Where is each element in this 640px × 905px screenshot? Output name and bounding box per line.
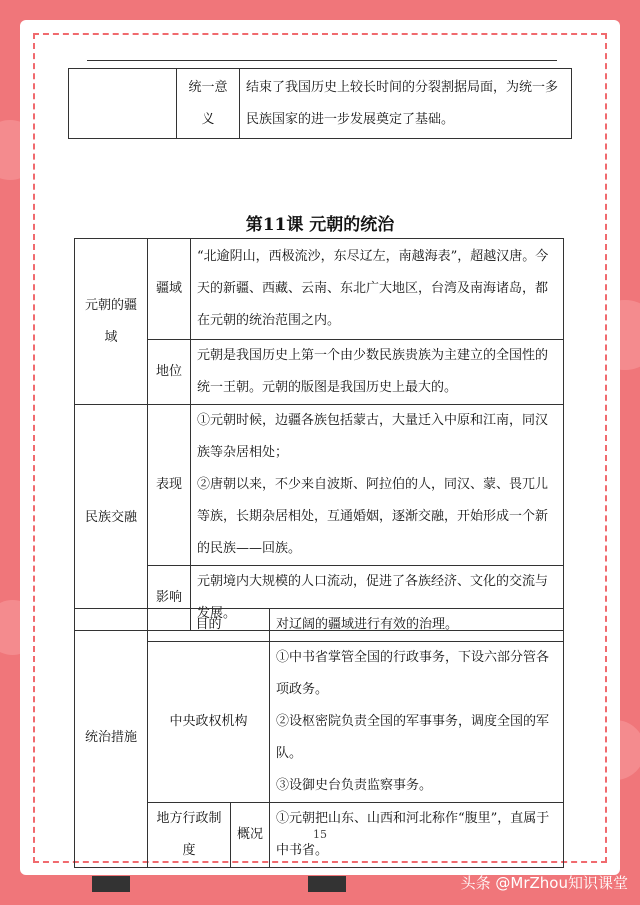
status-row-label: 地位 (148, 340, 191, 405)
status-row-text: 元朝是我国历史上第一个由少数民族贵族为主建立的全国性的统一王朝。元朝的版图是我国历史上最大的。 (191, 340, 564, 405)
local-text: ①元朝把山东、山西和河北称作“腹里”，直属于中书省。 (270, 803, 564, 868)
central-item: ②设枢密院负责全国的军事事务，调度全国的军队。 (276, 714, 550, 761)
unity-text: 结束了我国历史上较长时间的分裂割据局面，为统一多民族国家的进一步发展奠定了基础。 (240, 69, 572, 139)
territory-row-label: 疆域 (148, 239, 191, 340)
binder-tab (92, 876, 130, 892)
manifestation-text-2: ②唐朝以来，不少来自波斯、阿拉伯的人，同汉、蒙、畏兀儿等族，长期杂居相处，互通婚姻，逐渐交融，开始形成一个新的民族——回族。 (197, 477, 549, 556)
territory-label: 元朝的疆域 (75, 239, 148, 405)
central-item: ③设御史台负责监察事务。 (276, 778, 433, 793)
governance-label: 统治措施 (75, 609, 148, 868)
top-table (68, 68, 572, 139)
lesson-title: 第11课 元朝的统治 (245, 215, 395, 235)
territory-row-text: “北逾阴山，西极流沙，东尽辽左，南越海表”，超越汉唐。今天的新疆、西藏、云南、东北广大地区，台湾及南海诸岛，都在元朝的统治范围之内。 (191, 239, 564, 340)
impact-text: 元朝境内大规模的人口流动，促进了各族经济、文化的交流与发展。 (191, 566, 564, 631)
main-table (74, 238, 564, 631)
top-rule (87, 60, 557, 61)
local-sub-label: 概况 (231, 803, 270, 868)
watermark: 头条 @MrZhou知识课堂 (460, 874, 628, 892)
manifestation-text-1: ①元朝时候，边疆各族包括蒙古，大量迁入中原和江南，同汉族等杂居相处； (197, 413, 549, 460)
purpose-label: 目的 (148, 609, 270, 642)
page-number: 15 (313, 828, 327, 841)
ethnic-label: 民族交融 (75, 405, 148, 631)
central-label: 中央政权机构 (148, 642, 270, 803)
purpose-text: 对辽阔的疆域进行有效的治理。 (270, 609, 564, 642)
impact-label: 影响 (148, 566, 191, 631)
local-label: 地方行政制度 (148, 803, 231, 868)
central-item: ①中书省掌管全国的行政事务，下设六部分管各项政务。 (276, 650, 550, 697)
unity-label: 统一意义 (177, 69, 240, 139)
binder-tab (308, 876, 346, 892)
manifestation-label: 表现 (148, 405, 191, 566)
